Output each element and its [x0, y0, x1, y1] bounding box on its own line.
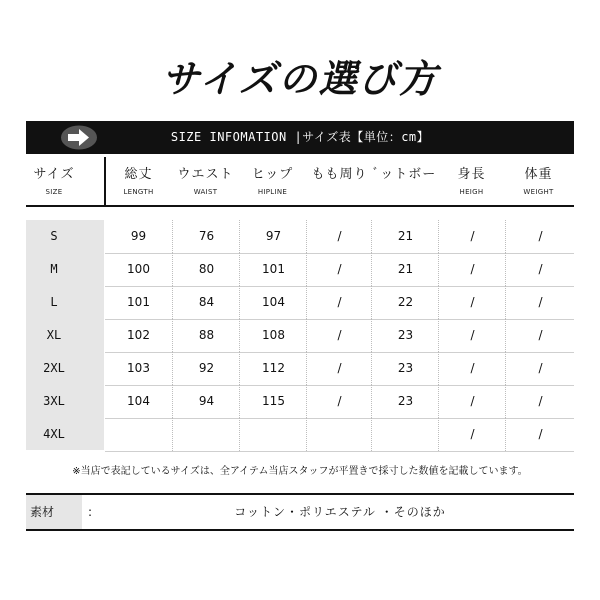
- header-col-length: [105, 163, 172, 196]
- table-cell: /: [505, 352, 575, 385]
- table-cell: /: [306, 385, 372, 418]
- table-row: [105, 286, 574, 320]
- table-cell: [239, 418, 307, 451]
- size-label: 2XL: [43, 361, 65, 375]
- table-cell: 103: [127, 361, 150, 375]
- table-cell: [306, 418, 372, 451]
- table-cell: 112: [239, 352, 307, 385]
- material-label: 素材: [26, 495, 82, 529]
- header-col-jp: ﾞットボー: [372, 167, 437, 182]
- table-cell: 94: [172, 385, 240, 418]
- size-label: L: [50, 295, 58, 309]
- table-cell: /: [505, 253, 575, 286]
- material-row: [26, 493, 574, 531]
- table-cell: /: [438, 220, 506, 253]
- table-cell: /: [505, 286, 575, 319]
- size-label: XL: [46, 328, 62, 342]
- header-col-en: LENGTH: [123, 188, 154, 196]
- table-cell: 76: [172, 220, 240, 253]
- table-cell: 21: [371, 220, 439, 253]
- table-cell: 108: [239, 319, 307, 352]
- table-cell: /: [438, 286, 506, 319]
- table-cell: /: [306, 352, 372, 385]
- header-col-height: [438, 163, 505, 196]
- header-col-waist: [172, 163, 239, 196]
- table-cell: 97: [239, 220, 307, 253]
- table-cell: 80: [172, 253, 240, 286]
- size-label: S: [50, 229, 58, 243]
- table-cell: /: [306, 286, 372, 319]
- table-cell: /: [438, 253, 506, 286]
- table-cell: 23: [371, 385, 439, 418]
- table-cell: /: [306, 220, 372, 253]
- table-cell: [371, 418, 439, 451]
- table-cell: 22: [371, 286, 439, 319]
- header-col-thigh: [306, 163, 373, 188]
- header-col-en: WEIGHT: [523, 188, 554, 196]
- table-cell: /: [306, 253, 372, 286]
- header-col-hip: [239, 163, 306, 196]
- header-divider: [104, 157, 106, 207]
- table-cell: 84: [172, 286, 240, 319]
- table-cell: /: [505, 418, 575, 451]
- header-col-en: HIPLINE: [257, 188, 288, 196]
- header-col-hem: [371, 163, 438, 188]
- table-cell: 88: [172, 319, 240, 352]
- size-label: 4XL: [43, 427, 65, 441]
- header-col-jp: 総丈: [124, 167, 153, 182]
- header-col-weight: [505, 163, 572, 196]
- table-row: [105, 352, 574, 386]
- header-size-en: SIZE: [45, 188, 63, 196]
- header-col-en: HEIGH: [459, 188, 484, 196]
- header-col-jp: ウエスト: [177, 167, 234, 182]
- table-cell: 23: [371, 352, 439, 385]
- table-row: [105, 418, 574, 452]
- header-size: [26, 163, 82, 196]
- table-cell: 101: [127, 295, 150, 309]
- header-col-en: WAIST: [193, 188, 218, 196]
- table-cell: /: [438, 352, 506, 385]
- header-size-jp: サイズ: [33, 167, 75, 182]
- table-cell: 92: [172, 352, 240, 385]
- table-row: [105, 220, 574, 254]
- table-cell: 115: [239, 385, 307, 418]
- page-title: サイズの選び方: [161, 57, 439, 101]
- table-cell: /: [505, 220, 575, 253]
- table-cell: /: [438, 418, 506, 451]
- table-cell: 99: [130, 229, 147, 243]
- table-cell: 23: [371, 319, 439, 352]
- header-col-jp: 身長: [457, 167, 486, 182]
- size-table: [105, 220, 574, 450]
- table-cell: /: [438, 319, 506, 352]
- table-cell: /: [505, 385, 575, 418]
- size-label: M: [50, 262, 58, 276]
- size-column: [26, 220, 104, 450]
- header-col-jp: ヒップ: [251, 167, 294, 182]
- table-cell: /: [505, 319, 575, 352]
- size-info-banner: [26, 121, 574, 154]
- measurement-note: ※当店で表記しているサイズは、全アイテム当店スタッフが平置きで採寸した数値を記載しています。: [72, 466, 528, 477]
- table-header: [26, 157, 574, 207]
- material-colon: :: [88, 505, 93, 519]
- banner-text: SIZE INFOMATION |サイズ表【単位：cm】: [170, 130, 430, 144]
- table-cell: 100: [127, 262, 150, 276]
- table-cell: [172, 418, 240, 451]
- table-cell: [105, 418, 172, 451]
- size-label: 3XL: [43, 394, 65, 408]
- header-underline: [26, 205, 574, 207]
- table-row: [105, 253, 574, 287]
- table-cell: 104: [239, 286, 307, 319]
- material-value: コットン・ポリエステル ・そのほか: [234, 505, 446, 519]
- header-col-jp: もも周り: [311, 167, 368, 182]
- table-cell: 102: [127, 328, 150, 342]
- table-cell: /: [438, 385, 506, 418]
- header-col-jp: 体重: [524, 167, 553, 182]
- table-cell: 104: [127, 394, 150, 408]
- table-cell: /: [306, 319, 372, 352]
- table-row: [105, 319, 574, 353]
- table-cell: 21: [371, 253, 439, 286]
- table-cell: 101: [239, 253, 307, 286]
- table-row: [105, 385, 574, 419]
